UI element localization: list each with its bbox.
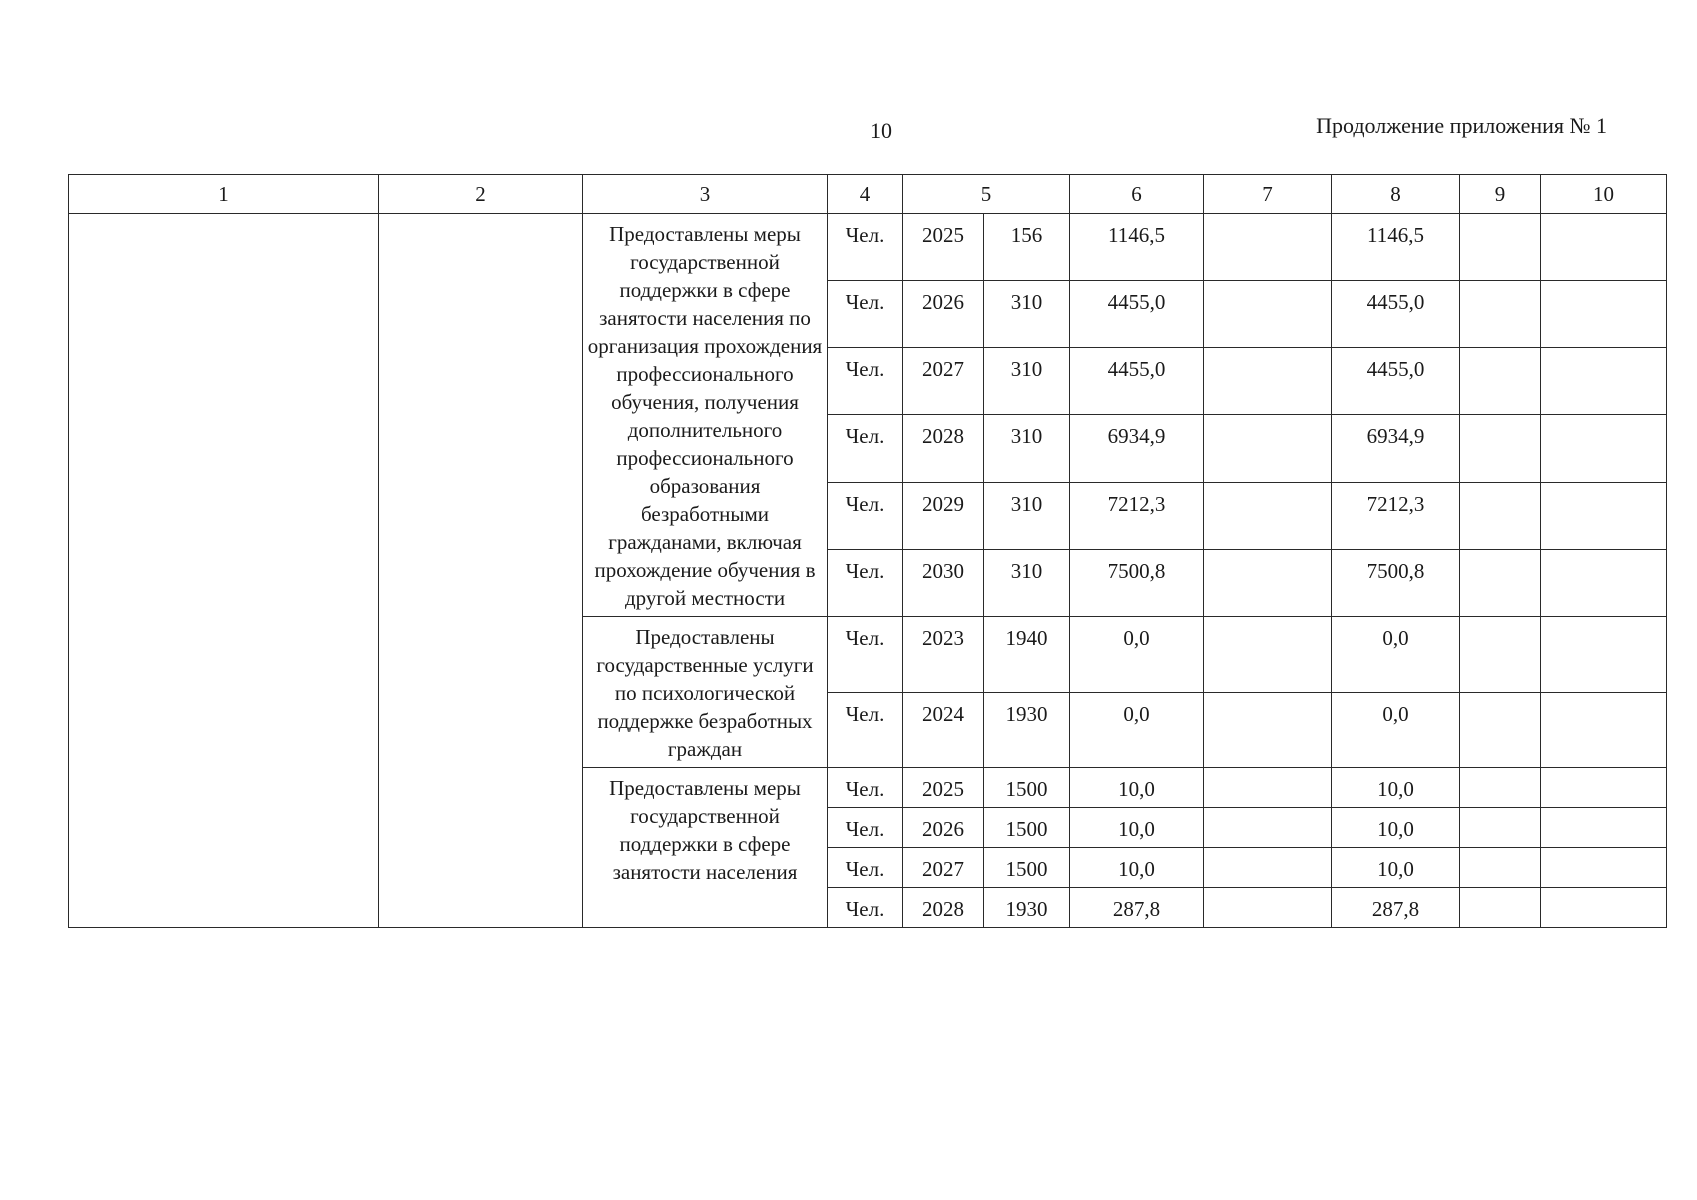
value-cell-10	[1541, 482, 1667, 549]
value-cell-8: 287,8	[1332, 888, 1460, 928]
table-row	[69, 214, 1667, 281]
col-header-10: 10	[1541, 175, 1667, 214]
unit-cell: Чел.	[828, 617, 903, 693]
year-cell: 2026	[903, 808, 984, 848]
count-cell: 310	[984, 482, 1070, 549]
unit-cell: Чел.	[828, 808, 903, 848]
value-cell-8: 10,0	[1332, 848, 1460, 888]
value-cell-6: 10,0	[1070, 768, 1204, 808]
value-cell-10	[1541, 214, 1667, 281]
value-cell-6: 7212,3	[1070, 482, 1204, 549]
value-cell-6: 0,0	[1070, 617, 1204, 693]
value-cell-6: 1146,5	[1070, 214, 1204, 281]
count-cell: 1500	[984, 848, 1070, 888]
value-cell-7	[1204, 214, 1332, 281]
unit-cell: Чел.	[828, 415, 903, 482]
col-header-5: 5	[903, 175, 1070, 214]
value-cell-6: 10,0	[1070, 848, 1204, 888]
count-cell: 1500	[984, 768, 1070, 808]
value-cell-9	[1460, 768, 1541, 808]
value-cell-7	[1204, 617, 1332, 693]
value-cell-8: 10,0	[1332, 808, 1460, 848]
value-cell-10	[1541, 888, 1667, 928]
value-cell-10	[1541, 692, 1667, 768]
unit-cell: Чел.	[828, 549, 903, 616]
value-cell-8: 0,0	[1332, 617, 1460, 693]
year-cell: 2025	[903, 768, 984, 808]
count-cell: 310	[984, 348, 1070, 415]
value-cell-6: 287,8	[1070, 888, 1204, 928]
value-cell-8: 7212,3	[1332, 482, 1460, 549]
col-header-1: 1	[69, 175, 379, 214]
value-cell-7	[1204, 768, 1332, 808]
value-cell-10	[1541, 617, 1667, 693]
col-header-8: 8	[1332, 175, 1460, 214]
value-cell-9	[1460, 549, 1541, 616]
value-cell-6: 4455,0	[1070, 348, 1204, 415]
group-description: Предоставлены меры государственной поддержки в сфере занятости населения	[583, 768, 828, 928]
value-cell-9	[1460, 808, 1541, 848]
year-cell: 2028	[903, 415, 984, 482]
year-cell: 2029	[903, 482, 984, 549]
value-cell-8: 7500,8	[1332, 549, 1460, 616]
value-cell-7	[1204, 692, 1332, 768]
value-cell-8: 4455,0	[1332, 281, 1460, 348]
col-header-7: 7	[1204, 175, 1332, 214]
value-cell-6: 0,0	[1070, 692, 1204, 768]
year-cell: 2030	[903, 549, 984, 616]
value-cell-6: 4455,0	[1070, 281, 1204, 348]
count-cell: 1500	[984, 808, 1070, 848]
count-cell: 1940	[984, 617, 1070, 693]
value-cell-10	[1541, 415, 1667, 482]
value-cell-9	[1460, 617, 1541, 693]
value-cell-6: 6934,9	[1070, 415, 1204, 482]
value-cell-9	[1460, 415, 1541, 482]
header-row	[69, 175, 1667, 214]
page-number: 10	[870, 118, 892, 143]
value-cell-9	[1460, 848, 1541, 888]
column-2-cell	[379, 214, 583, 928]
value-cell-9	[1460, 888, 1541, 928]
col-header-6: 6	[1070, 175, 1204, 214]
group-description: Предоставлены меры государственной поддержки в сфере занятости населения по организация прохождения профессионального обучения, получения дополнительного профессионального образования безработными гражданами, включая прохождение обучения в другой местности	[583, 214, 828, 617]
year-cell: 2026	[903, 281, 984, 348]
count-cell: 310	[984, 415, 1070, 482]
unit-cell: Чел.	[828, 482, 903, 549]
year-cell: 2027	[903, 848, 984, 888]
value-cell-8: 0,0	[1332, 692, 1460, 768]
value-cell-9	[1460, 214, 1541, 281]
value-cell-10	[1541, 768, 1667, 808]
value-cell-7	[1204, 348, 1332, 415]
value-cell-7	[1204, 482, 1332, 549]
value-cell-9	[1460, 281, 1541, 348]
value-cell-7	[1204, 808, 1332, 848]
count-cell: 310	[984, 549, 1070, 616]
data-table	[68, 174, 1667, 928]
unit-cell: Чел.	[828, 348, 903, 415]
count-cell: 1930	[984, 692, 1070, 768]
unit-cell: Чел.	[828, 888, 903, 928]
value-cell-7	[1204, 848, 1332, 888]
value-cell-7	[1204, 281, 1332, 348]
year-cell: 2023	[903, 617, 984, 693]
col-header-3: 3	[583, 175, 828, 214]
group-description: Предоставлены государственные услуги по психологической поддержке безработных граждан	[583, 617, 828, 768]
value-cell-9	[1460, 348, 1541, 415]
unit-cell: Чел.	[828, 692, 903, 768]
year-cell: 2024	[903, 692, 984, 768]
unit-cell: Чел.	[828, 281, 903, 348]
value-cell-10	[1541, 549, 1667, 616]
appendix-note: Продолжение приложения № 1	[1316, 113, 1607, 138]
unit-cell: Чел.	[828, 768, 903, 808]
value-cell-6: 10,0	[1070, 808, 1204, 848]
col-header-2: 2	[379, 175, 583, 214]
unit-cell: Чел.	[828, 848, 903, 888]
value-cell-8: 10,0	[1332, 768, 1460, 808]
value-cell-10	[1541, 281, 1667, 348]
col-header-9: 9	[1460, 175, 1541, 214]
value-cell-10	[1541, 808, 1667, 848]
count-cell: 156	[984, 214, 1070, 281]
value-cell-8: 6934,9	[1332, 415, 1460, 482]
count-cell: 310	[984, 281, 1070, 348]
unit-cell: Чел.	[828, 214, 903, 281]
col-header-4: 4	[828, 175, 903, 214]
value-cell-7	[1204, 549, 1332, 616]
value-cell-7	[1204, 415, 1332, 482]
value-cell-7	[1204, 888, 1332, 928]
year-cell: 2025	[903, 214, 984, 281]
year-cell: 2027	[903, 348, 984, 415]
value-cell-8: 1146,5	[1332, 214, 1460, 281]
count-cell: 1930	[984, 888, 1070, 928]
value-cell-10	[1541, 848, 1667, 888]
value-cell-6: 7500,8	[1070, 549, 1204, 616]
value-cell-8: 4455,0	[1332, 348, 1460, 415]
column-1-cell	[69, 214, 379, 928]
value-cell-9	[1460, 482, 1541, 549]
value-cell-10	[1541, 348, 1667, 415]
value-cell-9	[1460, 692, 1541, 768]
year-cell: 2028	[903, 888, 984, 928]
